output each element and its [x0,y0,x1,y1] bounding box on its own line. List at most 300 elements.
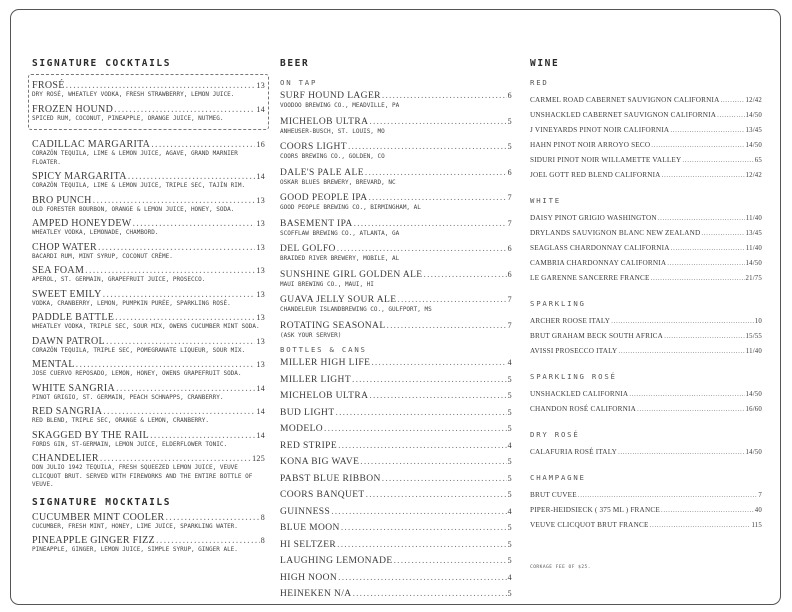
dot-leader [651,271,745,285]
item-description: DON JULIO 1942 TEQUILA, FRESH SQUEEZED LEMON JUICE, VEUVE CLICQUOT BRUT. SERVED WITH FIREWORKS AND THE ENTIRE BOTTLE OF VEUVE. [32,464,253,488]
beer-heading: BEER [280,58,310,69]
dot-leader [611,314,754,328]
item-price: 6 [507,167,512,177]
dot-leader [166,512,260,523]
item-description: SPICED RUM, COCONUT, PINEAPPLE, ORANGE JUICE, NUTMEG. [32,114,224,122]
item-description: WHEATLEY VODKA, TRIPLE SEC, SOUR MIX, OWENS CUCUMBER MINT SODA. [32,323,260,330]
menu-item [530,271,762,286]
menu-item-row [280,374,512,386]
item-price: 13/45 [745,230,762,237]
dot-leader [387,321,507,332]
dot-leader [382,474,507,485]
item-price: 5 [507,556,512,565]
menu-item-row [280,588,512,600]
item-price: 7 [507,320,512,330]
dot-leader [115,312,255,323]
item-name: DAWN PATROL [32,335,105,347]
item-name: PADDLE BATTLE [32,312,115,323]
menu-item-row [280,243,512,255]
wine-group-label: CHAMPAGNE [530,473,586,482]
item-price: 5 [507,116,512,126]
menu-item [280,588,512,600]
item-name: CADILLAC MARGARITA [32,139,151,150]
item-price: 13 [256,266,265,275]
item-price: 14/50 [745,391,762,398]
item-price: 13/45 [745,127,762,134]
item-price: 13 [256,360,265,369]
item-price: 5 [507,142,512,151]
item-price: 13 [256,289,265,299]
menu-item-row [32,336,265,347]
item-price: 13 [256,313,265,322]
dot-leader [371,358,506,369]
menu-item [280,489,512,501]
wine-group-label: RED [530,78,549,87]
dot-leader [338,441,507,452]
menu-item [530,344,762,359]
item-price: 125 [252,454,265,463]
item-price: 11/40 [745,348,762,355]
item-name: GOOD PEOPLE IPA [280,193,368,203]
item-price: 14/50 [745,449,762,456]
item-price: 5 [507,424,512,433]
dot-leader [103,406,255,417]
dot-leader [717,108,744,122]
item-price: 5 [507,407,512,417]
item-price: 4 [507,440,512,450]
menu-item [530,168,762,183]
dot-leader [331,507,506,518]
menu-item-row [32,242,265,253]
item-price: 14/50 [745,112,762,119]
menu-item [280,522,512,534]
item-description: BACARDI RUM, MINT SYRUP, COCONUT CRÈME. [32,252,173,260]
menu-item-row [530,93,762,108]
item-name: PABST BLUE RIBBON [280,473,381,484]
dot-leader [671,241,745,255]
wine-group [530,473,762,533]
menu-item-row [32,218,265,229]
menu-item-row [280,90,512,102]
item-price: 16/60 [745,406,762,413]
dot-leader [629,387,744,401]
menu-item-row [280,116,512,128]
item-price: 11/40 [745,215,762,222]
item-name: ROTATING SEASONAL [280,320,386,331]
menu-item [32,336,265,356]
item-name: RED SANGRIA [32,406,103,417]
item-name: MILLER LIGHT [280,374,352,385]
menu-item-row [280,489,512,501]
bottles-cans-label: BOTTLES & CANS [280,345,367,354]
item-name: J VINEYARDS PINOT NOIR CALIFORNIA [530,126,670,134]
dot-leader [662,168,745,182]
dot-leader [578,488,758,502]
beer-column [280,57,512,605]
dot-leader [337,244,507,255]
menu-item-row [530,445,762,460]
wine-group [530,430,762,460]
dot-leader [721,93,745,107]
dot-leader [664,329,744,343]
menu-item-row [32,104,265,115]
item-name: SKAGGED BY THE RAIL [32,429,150,441]
dot-leader [618,344,744,358]
menu-item-row [530,226,762,241]
item-name: UNSHACKLED CABERNET SAUVIGNON CALIFORNIA [530,111,717,119]
item-description: PINOT GRIGIO, ST. GERMAIN, PEACH SCHNAPPS, CRANBERRY. [32,393,224,401]
item-name: SIDURI PINOT NOIR WILLAMETTE VALLEY [530,156,682,164]
menu-item-row [32,430,265,441]
dot-leader [368,193,506,204]
bottles-cans-list [280,357,512,600]
item-price: 5 [507,391,512,400]
menu-item-row [280,269,512,281]
dot-leader [352,375,507,386]
menu-item-row [530,138,762,153]
item-price: 14 [256,383,265,393]
dot-leader [682,153,753,167]
item-name: BRUT GRAHAM BECK SOUTH AFRICA [530,332,664,340]
item-description: CHANDELEUR ISLANDBREWING CO., GULFPORT, MS [280,306,432,313]
item-price: 14 [256,430,265,440]
menu-item [32,195,265,215]
on-tap-list [280,90,512,340]
item-name: DAISY PINOT GRIGIO WASHINGTON [530,214,657,222]
dot-leader [650,518,751,532]
item-price: 8 [260,536,265,545]
menu-item-row [530,108,762,123]
dot-leader [98,242,255,253]
menu-item-row [530,256,762,271]
item-name: BLUE MOON [280,523,340,533]
corkage-note: CORKAGE FEE OF $25. [530,565,591,570]
menu-item-row [530,153,762,168]
menu-item [280,269,512,290]
item-description: GOOD PEOPLE BREWING CO., BIRMINGHAM, AL [280,204,421,211]
wine-groups [530,78,762,533]
item-description: CUCUMBER, FRESH MINT, HONEY, LIME JUICE, SPARKLING WATER. [32,522,238,530]
item-price: 12/42 [745,97,762,104]
item-name: MODELO [280,424,324,434]
item-price: 6 [507,91,512,100]
item-price: 13 [256,81,265,90]
item-name: MICHELOB ULTRA [280,391,369,401]
menu-item [280,90,512,111]
menu-item [32,171,265,191]
menu-item-row [530,402,762,417]
item-name: MICHELOB ULTRA [280,116,369,127]
dot-leader [85,265,255,276]
menu-item [280,456,512,468]
item-name: PINEAPPLE GINGER FIZZ [32,535,155,546]
wine-group [530,78,762,183]
dot-leader [658,211,745,225]
item-name: JOEL GOTT RED BLEND CALIFORNIA [530,171,661,179]
dot-leader [348,142,507,153]
wine-group [530,372,762,417]
menu-item [280,473,512,485]
item-description: CORAZÓN TEQUILA, LIME & LEMON JUICE, AGAVE, GRAND MARNIER FLOATER. [32,150,238,166]
dot-leader [150,430,255,441]
item-price: 7 [507,193,512,202]
item-description: CORAZÓN TEQUILA, TRIPLE SEC, POMEGRANATE LIQUEUR, SOUR MIX. [32,346,246,354]
item-price: 65 [754,157,762,164]
menu-item [32,312,265,332]
item-price: 14 [256,172,265,181]
item-price: 13 [256,219,265,228]
menu-item [280,320,512,341]
item-price: 4 [507,358,512,367]
menu-item [530,445,762,460]
item-name: LE GARENNE SANCERRE FRANCE [530,274,650,282]
item-name: DALE'S PALE ALE [280,167,364,178]
item-price: 14 [256,407,265,416]
item-name: COORS LIGHT [280,142,347,152]
wine-group [530,196,762,286]
menu-item-row [32,406,265,417]
menu-item-row [32,171,265,182]
menu-item-row [280,522,512,534]
menu-item [280,572,512,584]
dot-leader [424,270,507,281]
dot-leader [100,453,251,464]
cocktails-column [32,57,265,559]
item-price: 10 [754,318,762,325]
item-price: 115 [751,522,762,529]
item-name: SURF HOUND LAGER [280,91,381,101]
item-description: SCOFFLAW BREWING CO., ATLANTA, GA [280,229,400,237]
menu-item [530,93,762,108]
item-price: 16 [256,140,265,149]
item-name: DEL GOLFO [280,244,336,254]
item-name: VEUVE CLICQUOT BRUT FRANCE [530,521,649,529]
item-description: MAUI BREWING CO., MAUI, HI [280,280,374,288]
menu-item [32,139,265,167]
menu-item [530,402,762,417]
on-tap-label: ON TAP [280,78,318,87]
item-price: 6 [507,269,512,279]
item-description: PINEAPPLE, GINGER, LEMON JUICE, SIMPLE SYRUP, GINGER ALE. [32,546,238,553]
item-price: 4 [507,506,512,516]
menu-item [32,218,265,238]
mocktails-heading: SIGNATURE MOCKTAILS [32,496,172,508]
item-name: BUD LIGHT [280,407,335,418]
dot-leader [354,219,507,230]
menu-item-row [280,141,512,153]
dot-leader [116,383,255,394]
item-price: 40 [754,507,762,514]
menu-item [32,512,265,532]
item-price: 12/42 [745,172,762,179]
item-description: RED BLEND, TRIPLE SEC, ORANGE & LEMON, CRANBERRY. [32,417,210,424]
item-name: BASEMENT IPA [280,218,353,229]
dot-leader [114,104,255,115]
dot-leader [103,289,256,300]
menu-item [280,243,512,264]
menu-item-row [32,383,265,394]
dot-leader [336,408,507,419]
item-name: CAMBRIA CHARDONNAY CALIFORNIA [530,259,667,267]
menu-item [32,242,265,262]
item-price: 5 [507,490,512,499]
item-name: HAHN PINOT NOIR ARROYO SECO [530,141,651,149]
dot-leader [382,91,507,102]
item-name: HIGH NOON [280,572,338,583]
menu-item [280,539,512,551]
item-description: (ASK YOUR SERVER) [280,331,342,339]
item-name: DRYLANDS SAUVIGNON BLANC NEW ZEALAND [530,229,701,237]
item-price: 15/55 [745,333,762,340]
dot-leader [369,117,506,128]
item-price: 5 [507,457,512,466]
dot-leader [341,523,507,534]
menu-item [530,226,762,241]
item-price: 7 [507,295,512,304]
item-description: VOODOO BREWING CO., MEADVILLE, PA [280,102,400,109]
dot-leader [324,424,507,435]
menu-item-row [32,312,265,323]
menu-item [280,407,512,419]
menu-item [32,289,265,309]
item-name: LAUGHING LEMONADE [280,556,393,566]
menu-item [530,387,762,402]
item-name: GUAVA JELLY SOUR ALE [280,295,397,305]
menu-item-row [32,359,265,370]
dot-leader [66,80,256,91]
item-price: 5 [507,589,512,598]
dot-leader [337,540,506,551]
item-name: MENTAL [32,359,75,370]
menu-item [32,406,265,426]
cocktail-list [32,139,265,490]
menu-item-row [280,456,512,468]
menu-item [530,108,762,123]
menu-item-row [280,555,512,567]
menu-item [280,357,512,369]
menu-item-row [530,503,762,518]
dot-leader [701,226,744,240]
menu-item-row [280,407,512,419]
item-name: AVISSI PROSECCO ITALY [530,347,618,355]
menu-item-row [530,123,762,138]
item-name: CUCUMBER MINT COOLER [32,511,165,523]
menu-item [530,503,762,518]
menu-item [280,374,512,386]
item-name: BRO PUNCH [32,194,92,206]
item-name: HEINEKEN N/A [280,589,352,599]
dot-leader [667,256,744,270]
menu-item-row [32,80,265,91]
item-description: APEROL, ST. GERMAIN, GRAPEFRUIT JUICE, PROSECCO. [32,276,206,283]
wine-group-label: SPARKLING ROSÉ [530,372,617,381]
menu-item-row [280,390,512,402]
item-name: SEAGLASS CHARDONNAY CALIFORNIA [530,244,670,252]
menu-item-row [530,329,762,344]
item-price: 5 [507,374,512,384]
item-name: KONA BIG WAVE [280,457,360,467]
item-name: FROZEN HOUND [32,103,114,115]
cocktails-heading: SIGNATURE COCKTAILS [32,58,172,69]
dot-leader [151,139,255,150]
item-name: ARCHER ROOSE ITALY [530,317,611,325]
dot-leader [670,123,744,137]
wine-group-label: DRY ROSÉ [530,430,580,439]
wine-group-label: WHITE [530,196,561,205]
item-name: HI SELTZER [280,539,337,550]
item-name: CARMEL ROAD CABERNET SAUVIGNON CALIFORNIA [530,96,720,104]
menu-item-row [530,488,762,503]
menu-item [530,138,762,153]
menu-item-row [32,195,265,206]
menu-item-row [32,512,265,523]
item-price: 13 [256,336,265,346]
item-price: 21/75 [745,275,762,282]
menu-item [530,241,762,256]
item-description: DRY ROSÉ, WHEATLEY VODKA, FRESH STRAWBERRY, LEMON JUICE. [32,91,235,98]
menu-item-row [530,518,762,533]
menu-item [280,506,512,518]
dot-leader [397,295,506,306]
item-description: COORS BREWING CO., GOLDEN, CO [280,153,385,160]
menu-item-row [280,320,512,332]
menu-item-row [32,139,265,150]
wine-heading: WINE [530,58,560,69]
item-description: VODKA, CRANBERRY, LEMON, PUMPKIN PURÉE, SPARKLING ROSÉ. [32,299,231,307]
item-description: JOSE CUERVO REPOSADO, LEMON, HONEY, OWENS GRAPEFRUIT SODA. [32,370,242,377]
menu-item [32,80,265,100]
menu-item-row [530,344,762,359]
dot-leader [651,138,744,152]
dot-leader [338,573,506,584]
item-name: UNSHACKLED CALIFORNIA [530,390,629,398]
menu-item [32,359,265,379]
dot-leader [369,391,506,402]
menu-item [32,430,265,450]
menu-item-row [530,211,762,226]
menu-item [530,329,762,344]
menu-item-row [280,440,512,452]
item-description: CORAZÓN TEQUILA, LIME & LEMON JUICE, TRIPLE SEC, TAJÍN RIM. [32,182,246,189]
item-price: 8 [260,512,265,522]
item-price: 14/50 [745,260,762,267]
item-name: MILLER HIGH LIFE [280,358,371,368]
menu-item [280,141,512,162]
item-price: 5 [507,473,512,483]
item-price: 14 [256,104,265,114]
dot-leader [106,336,255,347]
item-description: FORDS GIN, ST-GERMAIN, LEMON JUICE, ELDERFLOWER TONIC. [32,440,228,448]
menu-item-row [32,265,265,276]
menu-item [530,123,762,138]
menu-item-row [32,535,265,546]
menu-item [32,265,265,285]
item-price: 4 [507,572,512,582]
menu-item [280,390,512,402]
menu-item-row [280,572,512,584]
wine-column [530,57,762,570]
dot-leader [156,535,260,546]
item-name: CHOP WATER [32,241,97,253]
menu-item-row [280,192,512,204]
dot-leader [360,457,506,468]
item-name: RED STRIPE [280,440,338,451]
menu-item-row [530,241,762,256]
menu-item [530,211,762,226]
menu-item-row [530,314,762,329]
item-name: COORS BANQUET [280,490,365,500]
dot-leader [93,195,256,206]
